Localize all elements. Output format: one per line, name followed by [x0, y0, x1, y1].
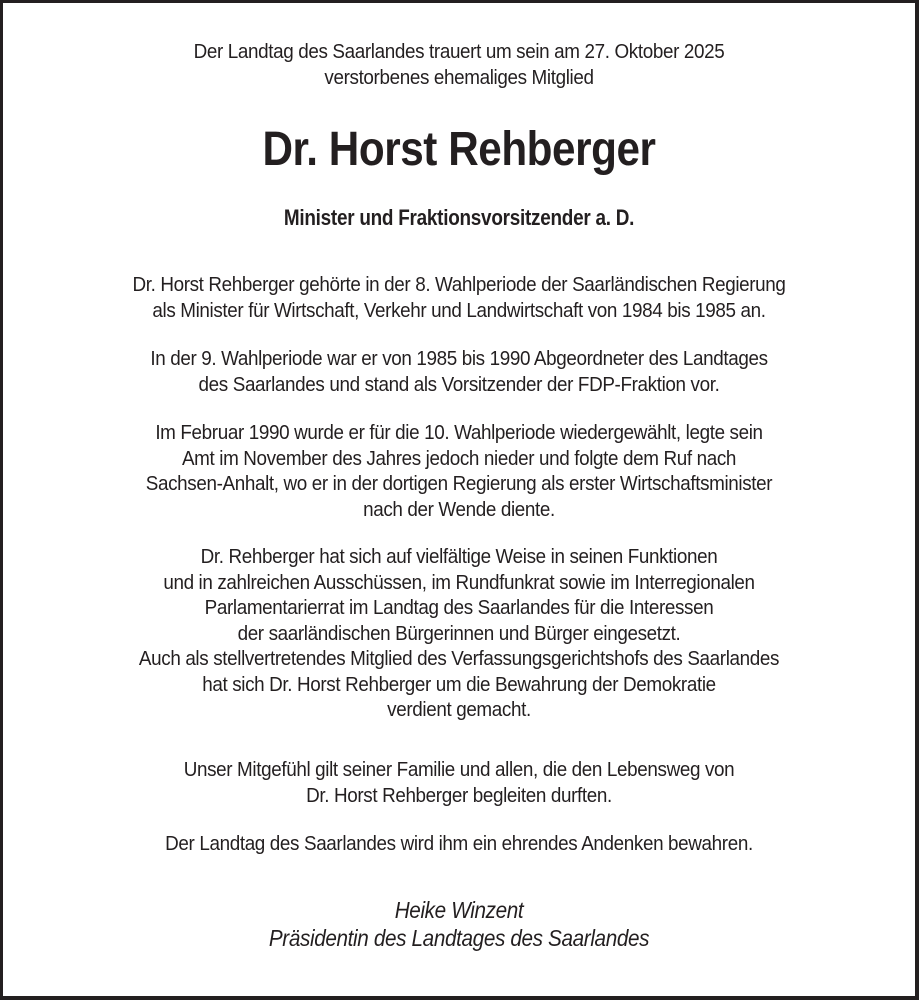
text-line: Amt im November des Jahres jedoch nieder und folgte dem Ruf nach — [181, 446, 737, 470]
paragraph-parliament — [3, 346, 915, 397]
text-line: In der 9. Wahlperiode war er von 1985 bis 1990 Abgeordneter des Landtages — [150, 347, 768, 370]
text-line: Auch als stellvertretendes Mitglied des Verfassungsgerichtshofs des Saarlandes — [138, 647, 780, 670]
text-line: verdient gemacht. — [387, 698, 531, 721]
text-line: nach der Wende diente. — [363, 497, 555, 521]
text-line: Der Landtag des Saarlandes wird ihm ein ehrendes Andenken bewahren. — [165, 832, 753, 855]
paragraph-government — [3, 272, 915, 323]
deceased-title: Minister und Fraktionsvorsitzender a. D. — [283, 205, 635, 230]
text-line: Parlamentarierrat im Landtag des Saarlandes für die Interessen — [204, 596, 714, 619]
paragraph-merits — [3, 544, 915, 723]
text-line: Sachsen-Anhalt, wo er in der dortigen Regierung als erster Wirtschaftsminister — [145, 472, 773, 495]
deceased-name: Dr. Horst Rehberger — [262, 123, 656, 176]
signatory-name: Heike Winzent — [394, 897, 524, 923]
text-line: als Minister für Wirtschaft, Verkehr und Landwirtschaft von 1984 bis 1985 an. — [152, 298, 766, 322]
text-line: und in zahlreichen Ausschüssen, im Rundfunkrat sowie im Interregionalen — [163, 570, 755, 594]
paragraph-condolence — [3, 757, 915, 808]
text-line: Im Februar 1990 wurde er für die 10. Wahlperiode wiedergewählt, legte sein — [155, 421, 763, 444]
intro-text — [3, 39, 915, 90]
signature — [3, 896, 915, 952]
text-line: hat sich Dr. Horst Rehberger um die Bewahrung der Demokratie — [202, 672, 716, 696]
paragraph-saxony-anhalt — [3, 420, 915, 522]
text-line: Dr. Horst Rehberger begleiten durften. — [306, 783, 612, 807]
text-line: der saarländischen Bürgerinnen und Bürger eingesetzt. — [237, 621, 681, 645]
intro-line: Der Landtag des Saarlandes trauert um sein am 27. Oktober 2025 — [193, 40, 725, 63]
text-line: des Saarlandes und stand als Vorsitzender der FDP-Fraktion vor. — [198, 372, 720, 396]
paragraph-remembrance — [3, 831, 915, 857]
intro-line: verstorbenes ehemaliges Mitglied — [324, 65, 594, 89]
text-line: Unser Mitgefühl gilt seiner Familie und allen, die den Lebensweg von — [183, 758, 735, 781]
text-line: Dr. Horst Rehberger gehörte in der 8. Wahlperiode der Saarländischen Regierung — [132, 273, 786, 296]
signatory-role: Präsidentin des Landtages des Saarlandes — [268, 925, 650, 951]
text-line: Dr. Rehberger hat sich auf vielfältige Weise in seinen Funktionen — [200, 545, 718, 568]
